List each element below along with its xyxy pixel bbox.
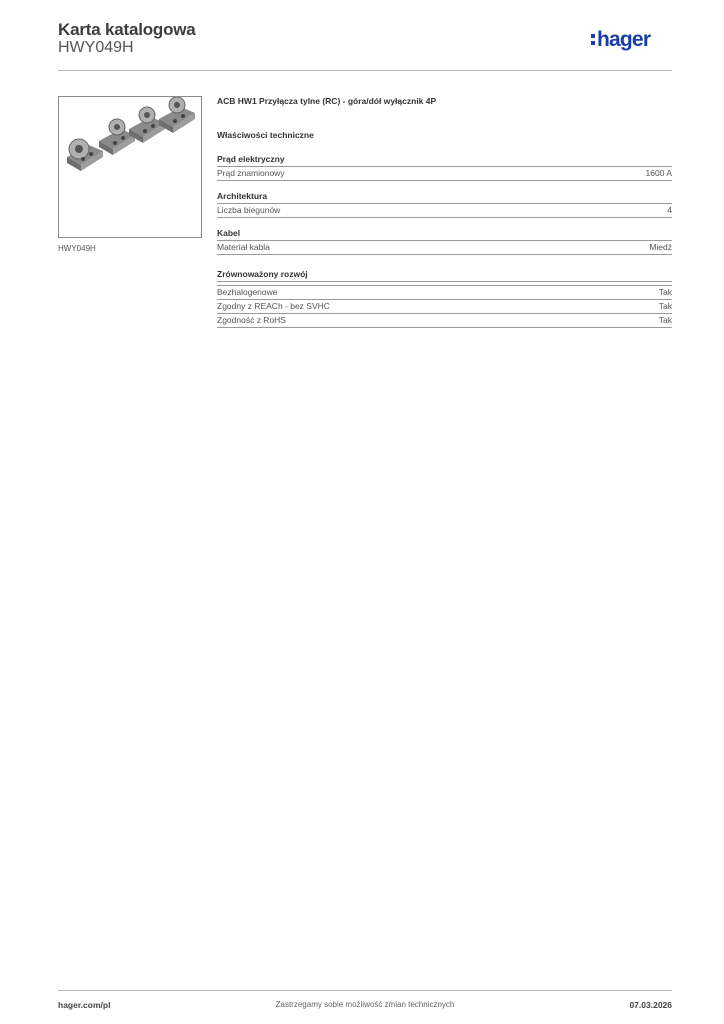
footer-date: 07.03.2026 [629,1000,672,1010]
svg-text:hager: hager [597,28,651,51]
spec-row [217,167,672,181]
spec-label: Liczba biegunów [217,205,281,215]
spec-label: Prąd znamionowy [217,168,285,178]
connector-terminal [67,139,103,171]
spec-group-current [217,154,672,181]
document-title: Karta katalogowa [58,20,196,39]
spec-label: Zgodność z RoHS [217,315,286,325]
spec-value: 1600 A [645,168,672,178]
photo-caption: HWY049H [58,244,96,253]
group-title: Prąd elektryczny [217,154,672,167]
spec-row [217,314,672,328]
product-image [58,96,202,238]
spec-row [217,300,672,314]
spec-row [217,241,672,255]
group-title: Zrównoważony rozwój [217,269,672,282]
spec-label: Materiał kabla [217,242,270,252]
spec-label: Bezhalogenowe [217,287,278,297]
spec-group-sustainability [217,269,672,328]
spec-value: Tak [658,287,672,297]
group-title: Kabel [217,228,672,241]
footer-disclaimer: Zastrzegamy sobie możliwość zmian technicznych [275,1000,455,1009]
section-title: Właściwości techniczne [217,130,314,140]
footer-link[interactable]: hager.com/pl [58,1000,111,1010]
spec-group-cable [217,228,672,255]
group-title: Architektura [217,191,672,204]
hager-logo [590,26,672,52]
rear-connector-icon [59,97,201,237]
spec-value: Tak [658,315,672,325]
spec-row [217,204,672,218]
spec-value: 4 [667,205,672,215]
spec-group-architecture [217,191,672,218]
product-description: ACB HW1 Przyłącza tylne (RC) - góra/dół wyłącznik 4P [217,96,437,106]
page-footer [58,990,672,1015]
spec-value: Miedź [649,242,672,252]
spec-value: Tak [658,301,672,311]
product-code: HWY049H [58,39,134,56]
spec-label: Zgodny z REACh - bez SVHC [217,301,330,311]
spec-panel [217,96,672,328]
connector-terminal [99,119,135,155]
page-header [58,20,672,71]
connector-terminal [159,97,195,133]
spec-row [217,285,672,300]
